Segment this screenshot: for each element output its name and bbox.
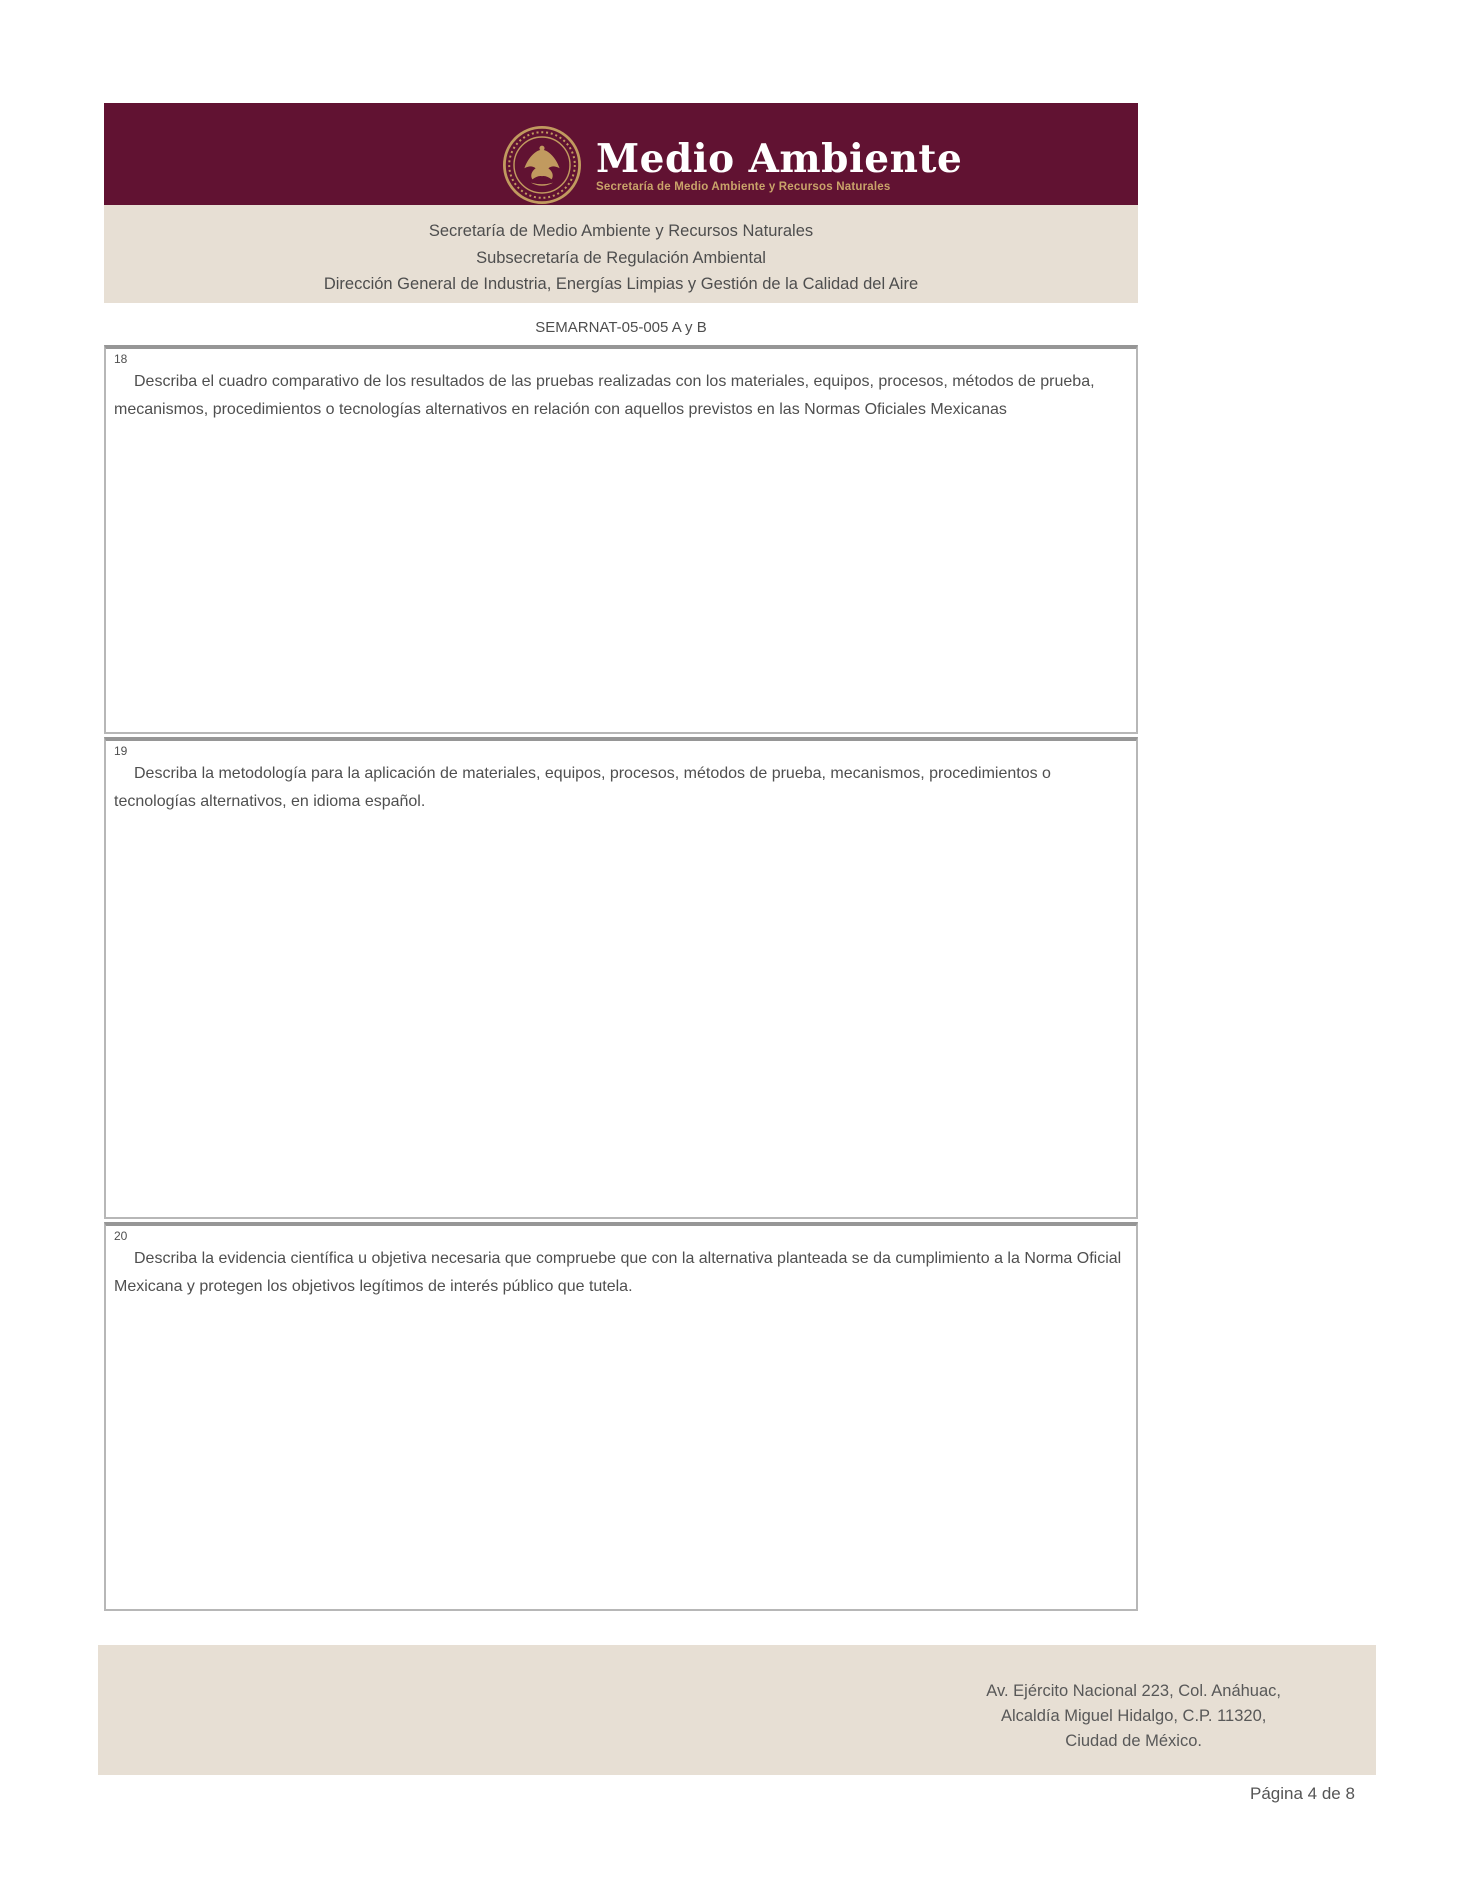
footer-address (986, 1679, 1281, 1754)
page-number: Página 4 de 8 (1250, 1784, 1355, 1803)
logo-group (502, 125, 962, 205)
form-code: SEMARNAT-05-005 A y B (535, 319, 707, 336)
subheader-line-subsecretaria: Subsecretaría de Regulación Ambiental (476, 248, 766, 267)
mexican-coat-of-arms-seal-icon (502, 125, 582, 205)
subheader-line-secretaria: Secretaría de Medio Ambiente y Recursos Naturales (428, 222, 814, 240)
field-label-19: Describa la metodología para la aplicación de materiales, equipos, procesos, métodos de prueba, mecanismos, procedimientos o tecnologías alternativos, en idioma español. (114, 765, 1051, 810)
logo-subtitle: Secretaría de Medio Ambiente y Recursos Naturales (596, 180, 891, 193)
address-line-street: Av. Ejército Nacional 223, Col. Anáhuac, (986, 1682, 1281, 1700)
subheader-band (104, 205, 1138, 303)
field-number-19: 19 (114, 744, 128, 758)
field-label-18: Describa el cuadro comparativo de los resultados de las pruebas realizadas con los materiales, equipos, procesos, métodos de prueba, mecanismos, procedimientos o tecnologías alternativos en relación con aquellos previstos en las Normas Oficiales Mexicanas (114, 373, 1095, 418)
subheader-line-direccion: Dirección General de Industria, Energías Limpias y Gestión de la Calidad del Aire (323, 275, 919, 293)
header-band (104, 103, 1138, 205)
field-label-20: Describa la evidencia científica u objetiva necesaria que compruebe que con la alternativa planteada se da cumplimiento a la Norma Oficial Mexicana y protegen los objetivos legítimos de interés público que tutela. (114, 1250, 1122, 1295)
form-field-19 (104, 737, 1138, 1219)
footer-band (98, 1645, 1376, 1775)
logo-text (596, 135, 963, 193)
address-line-municipality: Alcaldía Miguel Hidalgo, C.P. 11320, (1000, 1707, 1267, 1725)
logo-title: Medio Ambiente (596, 135, 963, 182)
form-field-18 (104, 345, 1138, 734)
field-number-18: 18 (114, 352, 128, 366)
address-line-city: Ciudad de México. (1065, 1732, 1202, 1750)
field-number-20: 20 (114, 1229, 128, 1243)
form-field-20 (104, 1222, 1138, 1611)
